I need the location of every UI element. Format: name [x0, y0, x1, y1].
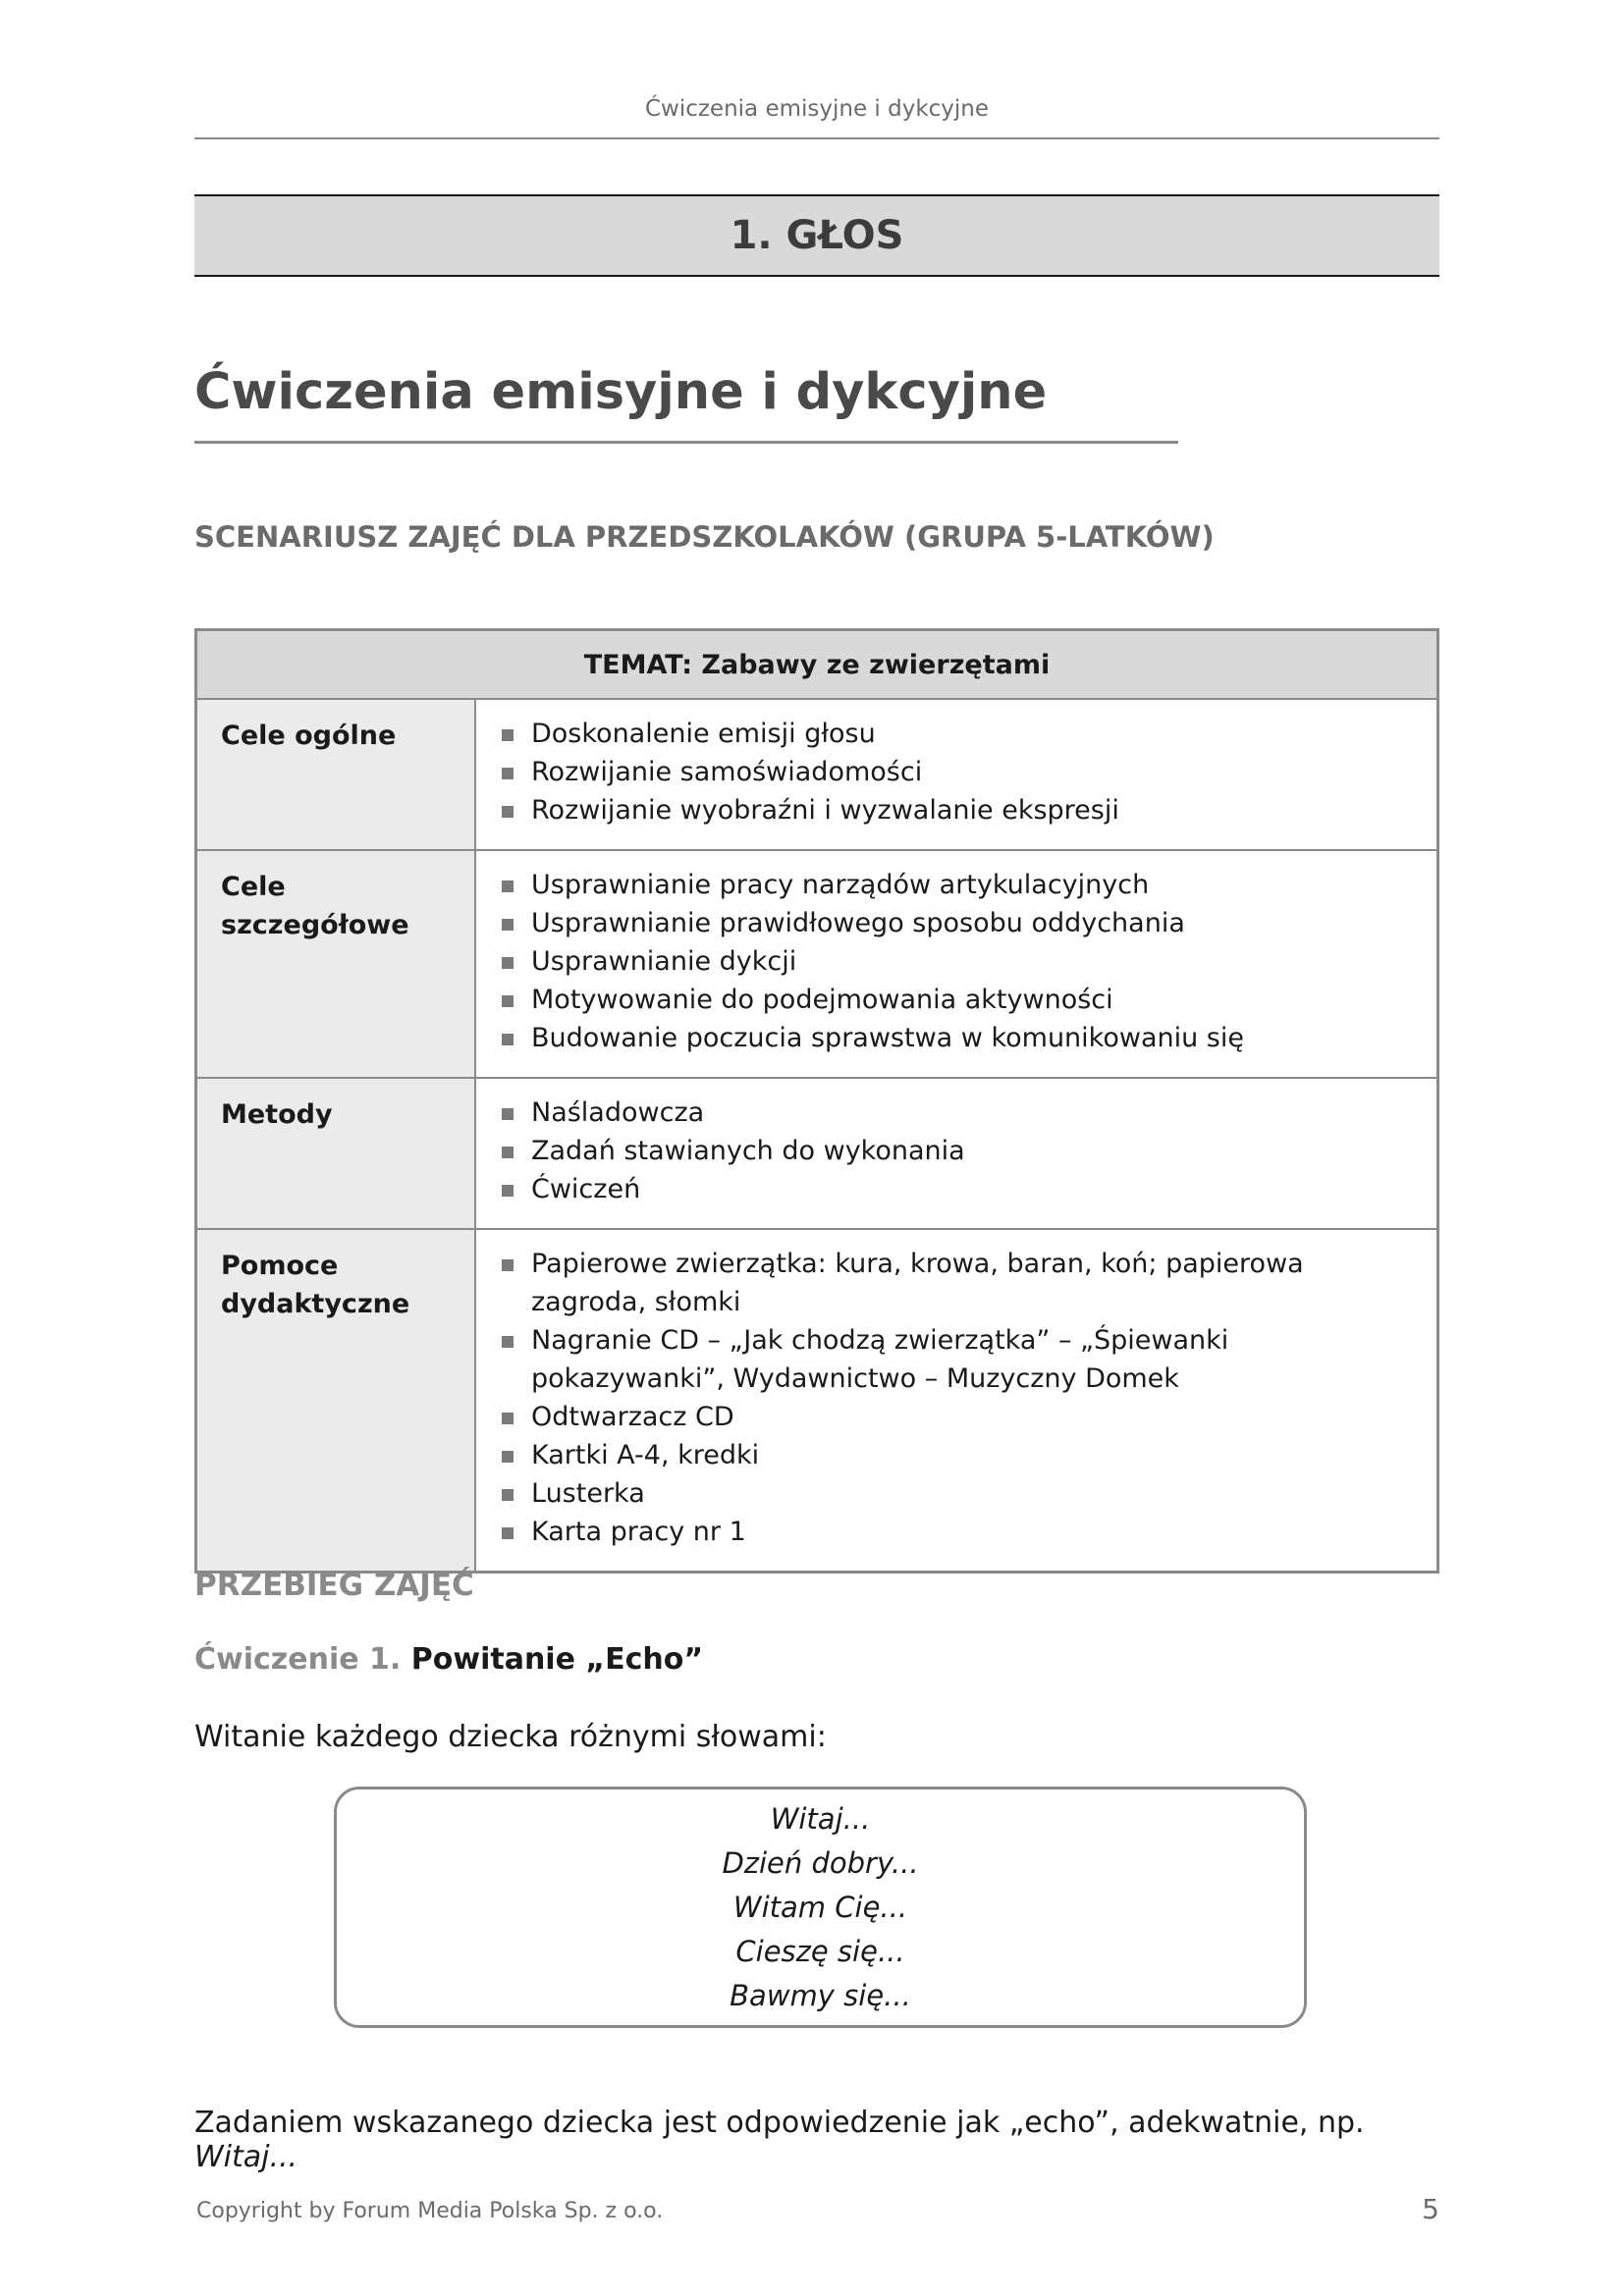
list-item: Odtwarzacz CD	[500, 1398, 1417, 1436]
section-heading: PRZEBIEG ZAJĘĆ	[194, 1568, 474, 1603]
chapter-title: 1. GŁOS	[730, 213, 904, 258]
row-label: Metody	[196, 1078, 476, 1229]
list-item: Papierowe zwierzątka: kura, krowa, baran, koń; papierowa zagroda, słomki	[500, 1245, 1417, 1321]
header-divider	[194, 137, 1439, 139]
intro-paragraph: Witanie każdego dziecka różnymi słowami:	[194, 1720, 827, 1754]
list-item: Doskonalenie emisji głosu	[500, 715, 1417, 753]
exercise-number: Ćwiczenie 1.	[194, 1642, 402, 1677]
list-item: Ćwiczeń	[500, 1170, 1417, 1208]
list-item: Nagranie CD – „Jak chodzą zwierzątka” – „Śpiewanki pokazywanki”, Wydawnictwo – Muzyczny Domek	[500, 1321, 1417, 1398]
greeting-line: Witam Cię...	[732, 1890, 908, 1924]
list-item: Rozwijanie wyobraźni i wyzwalanie ekspresji	[500, 791, 1417, 829]
bullet-list	[500, 1245, 1417, 1551]
running-header: Ćwiczenia emisyjne i dykcyjne	[644, 96, 990, 122]
list-item: Zadań stawianych do wykonania	[500, 1132, 1417, 1170]
list-item: Usprawnianie prawidłowego sposobu oddychania	[500, 904, 1417, 942]
table-row	[196, 699, 1438, 850]
greetings-box	[334, 1787, 1307, 2028]
bullet-list	[500, 715, 1417, 829]
table-row	[196, 850, 1438, 1078]
bullet-list	[500, 866, 1417, 1057]
task-text: Zadaniem wskazanego dziecka jest odpowiedzenie jak „echo”, adekwatnie, np.	[194, 2106, 1365, 2140]
list-item: Budowanie poczucia sprawstwa w komunikowaniu się	[500, 1019, 1417, 1057]
footer-copyright: Copyright by Forum Media Polska Sp. z o.o.	[196, 2199, 664, 2223]
list-item: Kartki A-4, kredki	[500, 1436, 1417, 1474]
task-paragraph	[194, 2106, 1439, 2174]
list-item: Rozwijanie samoświadomości	[500, 753, 1417, 791]
lesson-plan-table	[194, 628, 1439, 1574]
task-example: Witaj...	[194, 2140, 298, 2174]
list-item: Karta pracy nr 1	[500, 1513, 1417, 1551]
row-label: Cele szczegółowe	[196, 850, 476, 1078]
row-items	[475, 1078, 1438, 1229]
row-label: Pomoce dydaktyczne	[196, 1229, 476, 1573]
topic-header: TEMAT: Zabawy ze zwierzętami	[196, 630, 1438, 700]
table-header-row	[196, 630, 1438, 700]
list-item: Motywowanie do podejmowania aktywności	[500, 981, 1417, 1019]
document-page	[194, 0, 1439, 2296]
table-row	[196, 1078, 1438, 1229]
row-items	[475, 850, 1438, 1078]
list-item: Lusterka	[500, 1474, 1417, 1513]
exercise-title	[194, 1642, 703, 1677]
scenario-heading: SCENARIUSZ ZAJĘĆ DLA PRZEDSZKOLAKÓW (GRUPA 5-LATKÓW)	[194, 520, 1215, 554]
row-label: Cele ogólne	[196, 699, 476, 850]
greeting-line: Bawmy się...	[730, 1978, 911, 2012]
document-title: Ćwiczenia emisyjne i dykcyjne	[194, 363, 1048, 421]
list-item: Naśladowcza	[500, 1094, 1417, 1132]
greeting-line: Cieszę się...	[735, 1934, 905, 1968]
row-items	[475, 1229, 1438, 1573]
greeting-line: Dzień dobry...	[722, 1845, 919, 1880]
row-items	[475, 699, 1438, 850]
page-number: 5	[1422, 2193, 1439, 2225]
title-underline	[194, 441, 1178, 444]
list-item: Usprawnianie dykcji	[500, 942, 1417, 981]
exercise-name: Powitanie „Echo”	[410, 1642, 704, 1677]
chapter-banner	[194, 194, 1439, 277]
list-item: Usprawnianie pracy narządów artykulacyjnych	[500, 866, 1417, 904]
greeting-line: Witaj...	[770, 1801, 871, 1836]
bullet-list	[500, 1094, 1417, 1208]
table-row	[196, 1229, 1438, 1573]
